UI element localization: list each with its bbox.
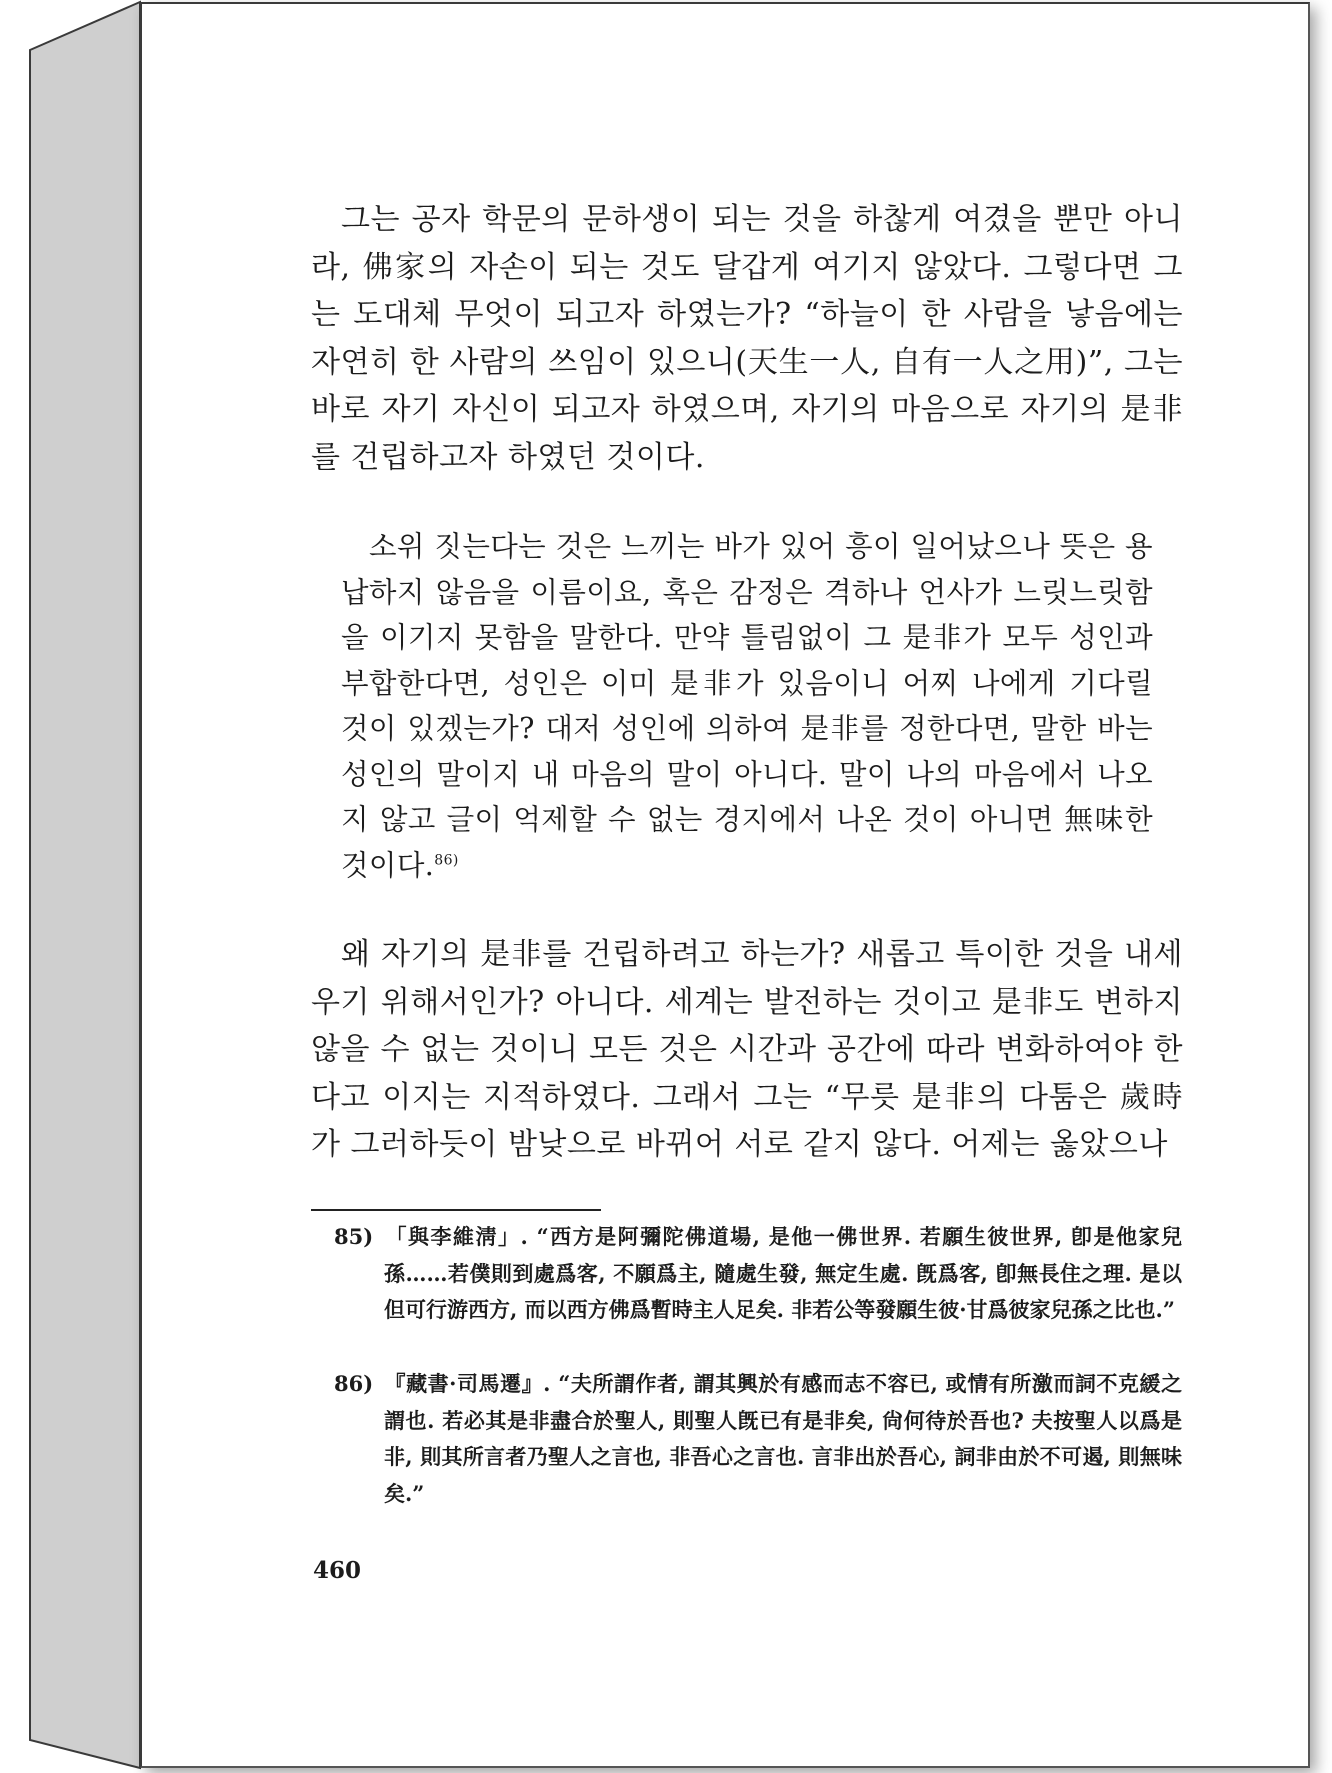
footnote-text: 「與李維淸」. “西方是阿彌陀佛道場, 是他一佛世界. 若願生彼世界, 卽是他家兒孫……若僕則到處爲客, 不願爲主, 隨處生發, 無定生處. 旣爲客, 卽無長住之理. 是以但可行游西方, 而以西方佛爲暫時主人足矣. 非若公等發願生彼·甘爲彼家兒孫之比也.”	[384, 1224, 1182, 1322]
body-paragraph-2: 왜 자기의 是非를 건립하려고 하는가? 새롭고 특이한 것을 내세우기 위해서인가? 아니다. 세계는 발전하는 것이고 是非도 변하지 않을 수 없는 것이니 모든 것은 시간과 공간에 따라 변화하여야 한다고 이지는 지적하였다. 그래서 그는 “무릇 是非의 다툼은 歲時가 그러하듯이 밤낮으로 바뀌어 서로 같지 않다. 어제는 옳았으나	[311, 937, 1183, 1162]
body-paragraph-1: 그는 공자 학문의 문하생이 되는 것을 하찮게 여겼을 뿐만 아니라, 佛家의 자손이 되는 것도 달갑게 여기지 않았다. 그렇다면 그는 도대체 무엇이 되고자 하였는가? “하늘이 한 사람을 낳음에는 자연히 한 사람의 쓰임이 있으니(天生一人, 自有一人之用)”, 그는 바로 자기 자신이 되고자 하였으며, 자기의 마음으로 자기의 是非를 건립하고자 하였던 것이다.	[311, 202, 1183, 475]
footnote-number: 86)	[334, 1371, 374, 1396]
footnote-86	[334, 1366, 1182, 1512]
footnote-reference-86: 86)	[434, 852, 459, 868]
footnote-number: 85)	[334, 1224, 374, 1249]
page-number: 460	[313, 1557, 362, 1584]
block-quote-text: 소위 짓는다는 것은 느끼는 바가 있어 흥이 일어났으나 뜻은 용납하지 않음을 이름이요, 혹은 감정은 격하나 언사가 느릿느릿함을 이기지 못함을 말한다. 만약 틀림없이 그 是非가 모두 성인과 부합한다면, 성인은 이미 是非가 있음이니 어찌 나에게 기다릴 것이 있겠는가? 대저 성인에 의하여 是非를 정한다면, 말한 바는 성인의 말이지 내 마음의 말이 아니다. 말이 나의 마음에서 나오지 않고 글이 억제할 수 없는 경지에서 나온 것이 아니면 無味한 것이다.	[341, 530, 1153, 882]
footnote-text: 『藏書·司馬遷』. “夫所謂作者, 謂其興於有感而志不容已, 或情有所激而詞不克緩之謂也. 若必其是非盡合於聖人, 則聖人旣已有是非矣, 尙何待於吾也? 夫按聖人以爲是非, 則其所言者乃聖人之言也, 非吾心之言也. 言非出於吾心, 詞非由於不可遏, 則無味矣.”	[384, 1371, 1182, 1506]
block-quote	[341, 524, 1153, 888]
footnote-85	[334, 1219, 1182, 1329]
footnote-separator	[311, 1209, 601, 1211]
